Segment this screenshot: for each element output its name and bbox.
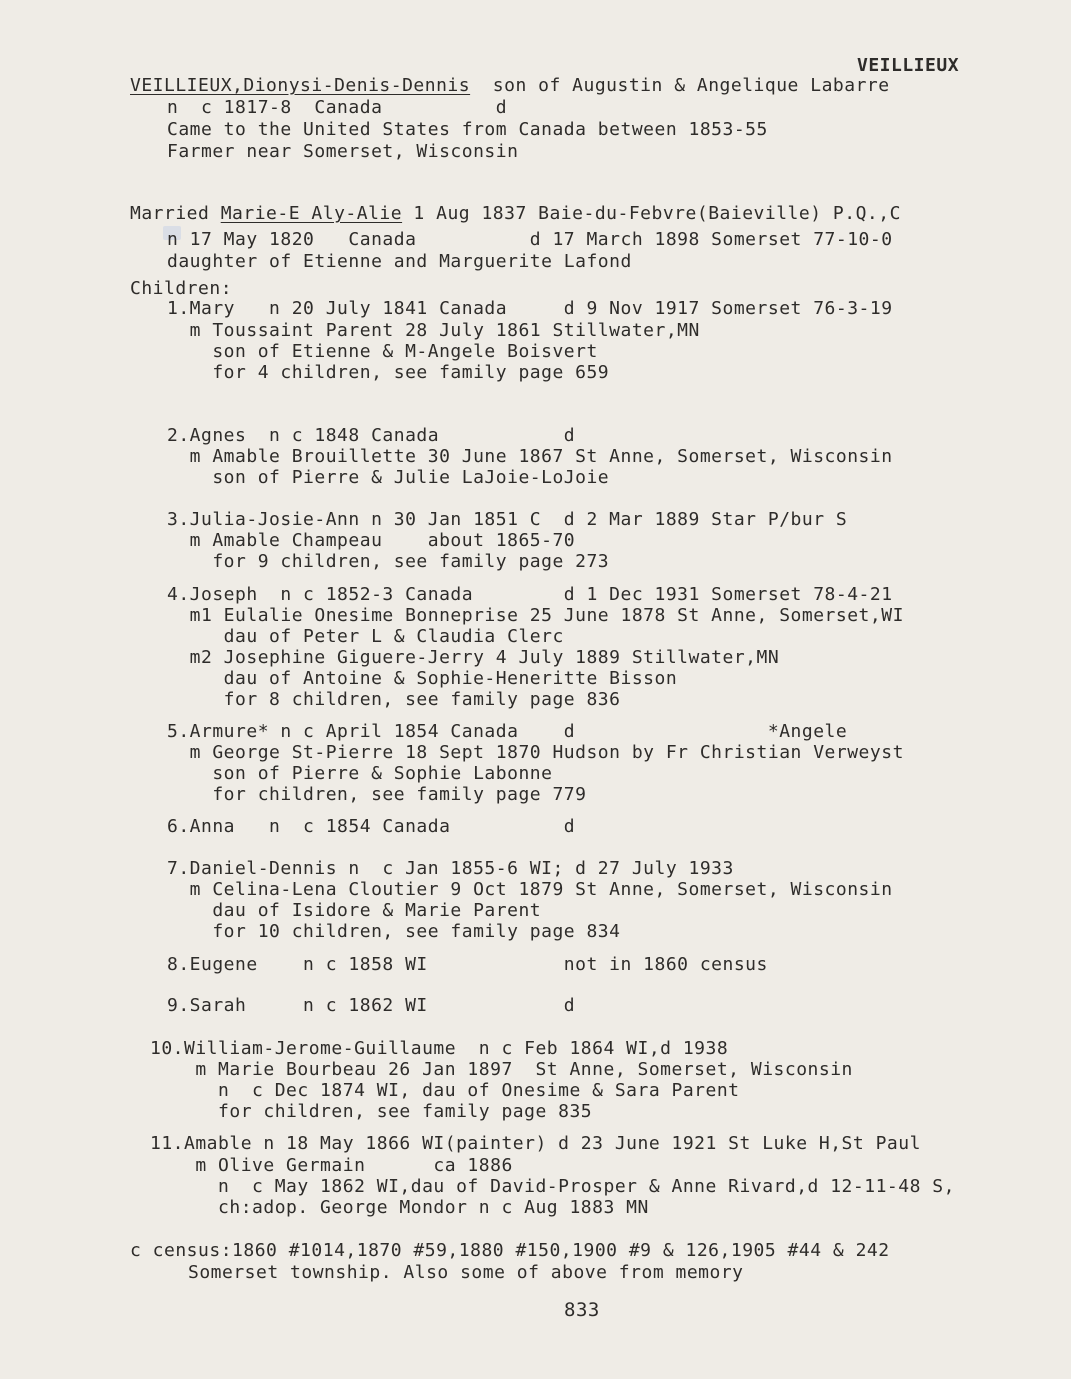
child-5-line-1: 5.Armure* n c April 1854 Canada d *Angele: [167, 721, 848, 742]
person-name: VEILLIEUX,Dionysi-Denis-Dennis: [130, 75, 471, 96]
child-3-line-3: for 9 children, see family page 273: [167, 551, 610, 572]
person-occupation: Farmer near Somerset, Wisconsin: [167, 141, 519, 162]
marriage-line: [130, 203, 901, 225]
children-heading: Children:: [130, 278, 233, 299]
child-11-line-1: 11.Amable n 18 May 1866 WI(painter) d 23 June 1921 St Luke H,St Paul: [150, 1133, 921, 1154]
child-3-line-2: m Amable Champeau about 1865-70: [167, 530, 576, 551]
spouse-parents: daughter of Etienne and Marguerite Lafond: [167, 251, 632, 272]
child-7-line-4: for 10 children, see family page 834: [167, 921, 621, 942]
child-2-line-1: 2.Agnes n c 1848 Canada d: [167, 425, 576, 446]
child-4-line-2: m1 Eulalie Onesime Bonneprise 25 June 1878 St Anne, Somerset,WI: [167, 605, 904, 626]
child-1-line-4: for 4 children, see family page 659: [167, 362, 610, 383]
child-5-line-4: for children, see family page 779: [167, 784, 587, 805]
child-4-line-3: dau of Peter L & Claudia Clerc: [167, 626, 564, 647]
child-11-line-2: m Olive Germain ca 1886: [150, 1155, 513, 1176]
child-10-line-4: for children, see family page 835: [150, 1101, 593, 1122]
child-10-line-1: 10.William-Jerome-Guillaume n c Feb 1864 WI,d 1938: [150, 1038, 729, 1059]
child-5-line-3: son of Pierre & Sophie Labonne: [167, 763, 553, 784]
marriage-prefix: Married: [130, 203, 221, 224]
child-10-line-3: n c Dec 1874 WI, dau of Onesime & Sara Parent: [150, 1080, 740, 1101]
child-4-line-5: dau of Antoine & Sophie-Heneritte Bisson: [167, 668, 678, 689]
person-parents: son of Augustin & Angelique Labarre: [492, 75, 890, 96]
person-name-line: [130, 75, 890, 97]
person-birth: n c 1817-8 Canada d: [167, 97, 508, 118]
child-3-line-1: 3.Julia-Josie-Ann n 30 Jan 1851 C d 2 Mar 1889 Star P/bur S: [167, 509, 848, 530]
spouse-birth: n 17 May 1820 Canada d 17 March 1898 Somerset 77-10-0: [167, 229, 893, 250]
child-2-line-2: m Amable Brouillette 30 June 1867 St Anne, Somerset, Wisconsin: [167, 446, 893, 467]
child-9-line-1: 9.Sarah n c 1862 WI d: [167, 995, 576, 1016]
page-number: 833: [564, 1299, 600, 1321]
child-1-line-2: m Toussaint Parent 28 July 1861 Stillwater,MN: [167, 320, 700, 341]
child-1-line-1: 1.Mary n 20 July 1841 Canada d 9 Nov 1917 Somerset 76-3-19: [167, 298, 893, 319]
child-4-line-1: 4.Joseph n c 1852-3 Canada d 1 Dec 1931 Somerset 78-4-21: [167, 584, 893, 605]
child-11-line-3: n c May 1862 WI,dau of David-Prosper & Anne Rivard,d 12-11-48 S,: [150, 1176, 955, 1197]
child-4-line-6: for 8 children, see family page 836: [167, 689, 621, 710]
surname-header: VEILLIEUX: [857, 55, 960, 76]
child-10-line-2: m Marie Bourbeau 26 Jan 1897 St Anne, Somerset, Wisconsin: [150, 1059, 853, 1080]
child-8-line-1: 8.Eugene n c 1858 WI not in 1860 census: [167, 954, 768, 975]
child-2-line-3: son of Pierre & Julie LaJoie-LoJoie: [167, 467, 610, 488]
child-7-line-3: dau of Isidore & Marie Parent: [167, 900, 542, 921]
child-7-line-2: m Celina-Lena Cloutier 9 Oct 1879 St Anne, Somerset, Wisconsin: [167, 879, 893, 900]
spouse-name: Marie-E Aly-Alie: [220, 203, 403, 224]
child-11-line-4: ch:adop. George Mondor n c Aug 1883 MN: [150, 1197, 649, 1218]
census-line-2: Somerset township. Also some of above from memory: [188, 1262, 744, 1283]
person-immigration: Came to the United States from Canada between 1853-55: [167, 119, 768, 140]
child-7-line-1: 7.Daniel-Dennis n c Jan 1855-6 WI; d 27 July 1933: [167, 858, 734, 879]
child-4-line-4: m2 Josephine Giguere-Jerry 4 July 1889 Stillwater,MN: [167, 647, 780, 668]
marriage-details: 1 Aug 1837 Baie-du-Febvre(Baieville) P.Q.,C: [402, 203, 901, 224]
child-6-line-1: 6.Anna n c 1854 Canada d: [167, 816, 576, 837]
census-line-1: c census:1860 #1014,1870 #59,1880 #150,1900 #9 & 126,1905 #44 & 242: [130, 1240, 890, 1261]
child-1-line-3: son of Etienne & M-Angele Boisvert: [167, 341, 598, 362]
child-5-line-2: m George St-Pierre 18 Sept 1870 Hudson by Fr Christian Verweyst: [167, 742, 904, 763]
